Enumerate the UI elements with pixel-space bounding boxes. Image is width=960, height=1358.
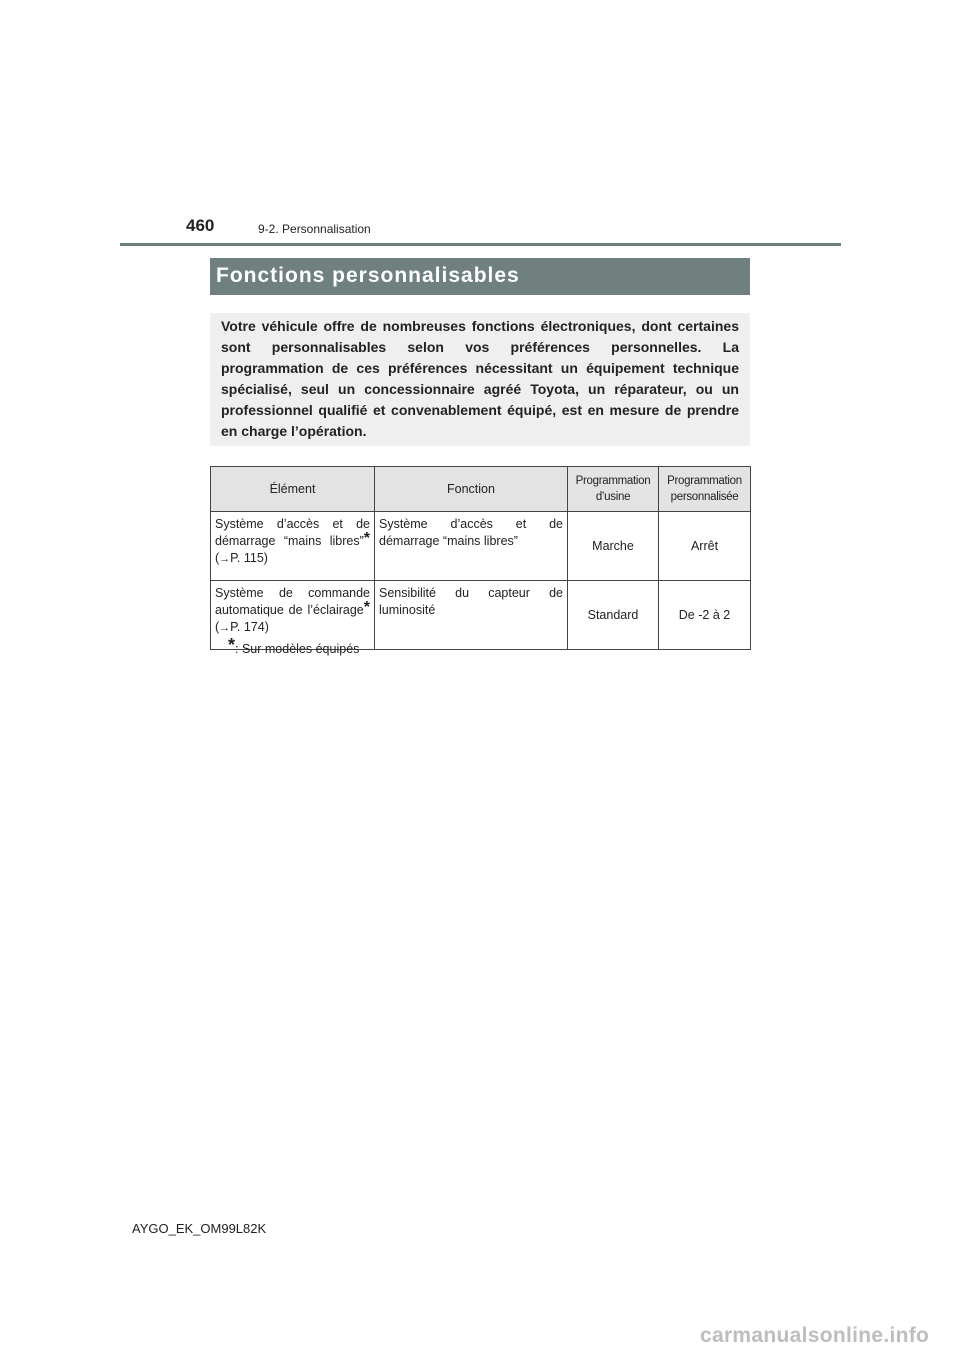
header-factory-line1: Programmation bbox=[575, 475, 651, 487]
header-custom-line1: Programmation bbox=[667, 475, 742, 487]
settings-table bbox=[210, 466, 751, 650]
cell-function: Système d’accès et de démarrage “mains libres” bbox=[375, 512, 568, 581]
cell-factory-setting: Standard bbox=[568, 581, 659, 650]
section-title: Fonctions personnalisables bbox=[210, 258, 750, 295]
cell-factory-setting: Marche bbox=[568, 512, 659, 581]
ref-open: ( bbox=[215, 620, 220, 634]
element-text: Système d’accès et de démarrage “mains libres” bbox=[215, 517, 370, 548]
header-factory-line2: d’usine bbox=[595, 491, 631, 503]
cell-custom-setting: De -2 à 2 bbox=[659, 581, 751, 650]
arrow-right-icon: → bbox=[219, 553, 231, 565]
header-custom-setting bbox=[659, 467, 751, 512]
intro-box bbox=[210, 313, 750, 446]
header-rule bbox=[120, 243, 841, 246]
header-element: Élément bbox=[211, 467, 375, 512]
ref-open: ( bbox=[215, 551, 220, 565]
header-factory-setting bbox=[568, 467, 659, 512]
intro-text: Votre véhicule offre de nombreuses fonctions électroniques, dont certaines sont personnalisables selon vos préférences personnelles. La programmation de ces préférences nécessitant un équipement technique spécialisé, seul un concessionnaire agréé Toyota, un réparateur, ou un professionnel qualifié et convenablement équipé, est en mesure de prendre en charge l’opération. bbox=[221, 318, 739, 439]
cell-element bbox=[211, 581, 375, 650]
footnote-text: : Sur modèles équipés bbox=[235, 642, 360, 656]
watermark: carmanualsonline.info bbox=[700, 1324, 930, 1347]
page-number: 460 bbox=[186, 216, 215, 235]
table-header-row bbox=[211, 467, 751, 512]
cell-custom-setting: Arrêt bbox=[659, 512, 751, 581]
asterisk-icon: * bbox=[363, 599, 370, 616]
arrow-right-icon: → bbox=[219, 622, 231, 634]
header-function: Fonction bbox=[375, 467, 568, 512]
table-row bbox=[211, 512, 751, 581]
page-reference-link[interactable]: P. 174) bbox=[230, 620, 269, 634]
header-custom-line2: personnalisée bbox=[670, 491, 739, 503]
footnote bbox=[228, 635, 360, 656]
table-row bbox=[211, 581, 751, 650]
element-text: Système de commande automatique de l’éclairage bbox=[215, 586, 370, 617]
asterisk-icon: * bbox=[363, 530, 370, 547]
cell-element bbox=[211, 512, 375, 581]
asterisk-icon: * bbox=[228, 635, 236, 655]
cell-function: Sensibilité du capteur de luminosité bbox=[375, 581, 568, 650]
chapter-title: 9-2. Personnalisation bbox=[258, 222, 371, 236]
page-reference-link[interactable]: P. 115) bbox=[230, 551, 268, 565]
manual-code: AYGO_EK_OM99L82K bbox=[132, 1221, 267, 1236]
